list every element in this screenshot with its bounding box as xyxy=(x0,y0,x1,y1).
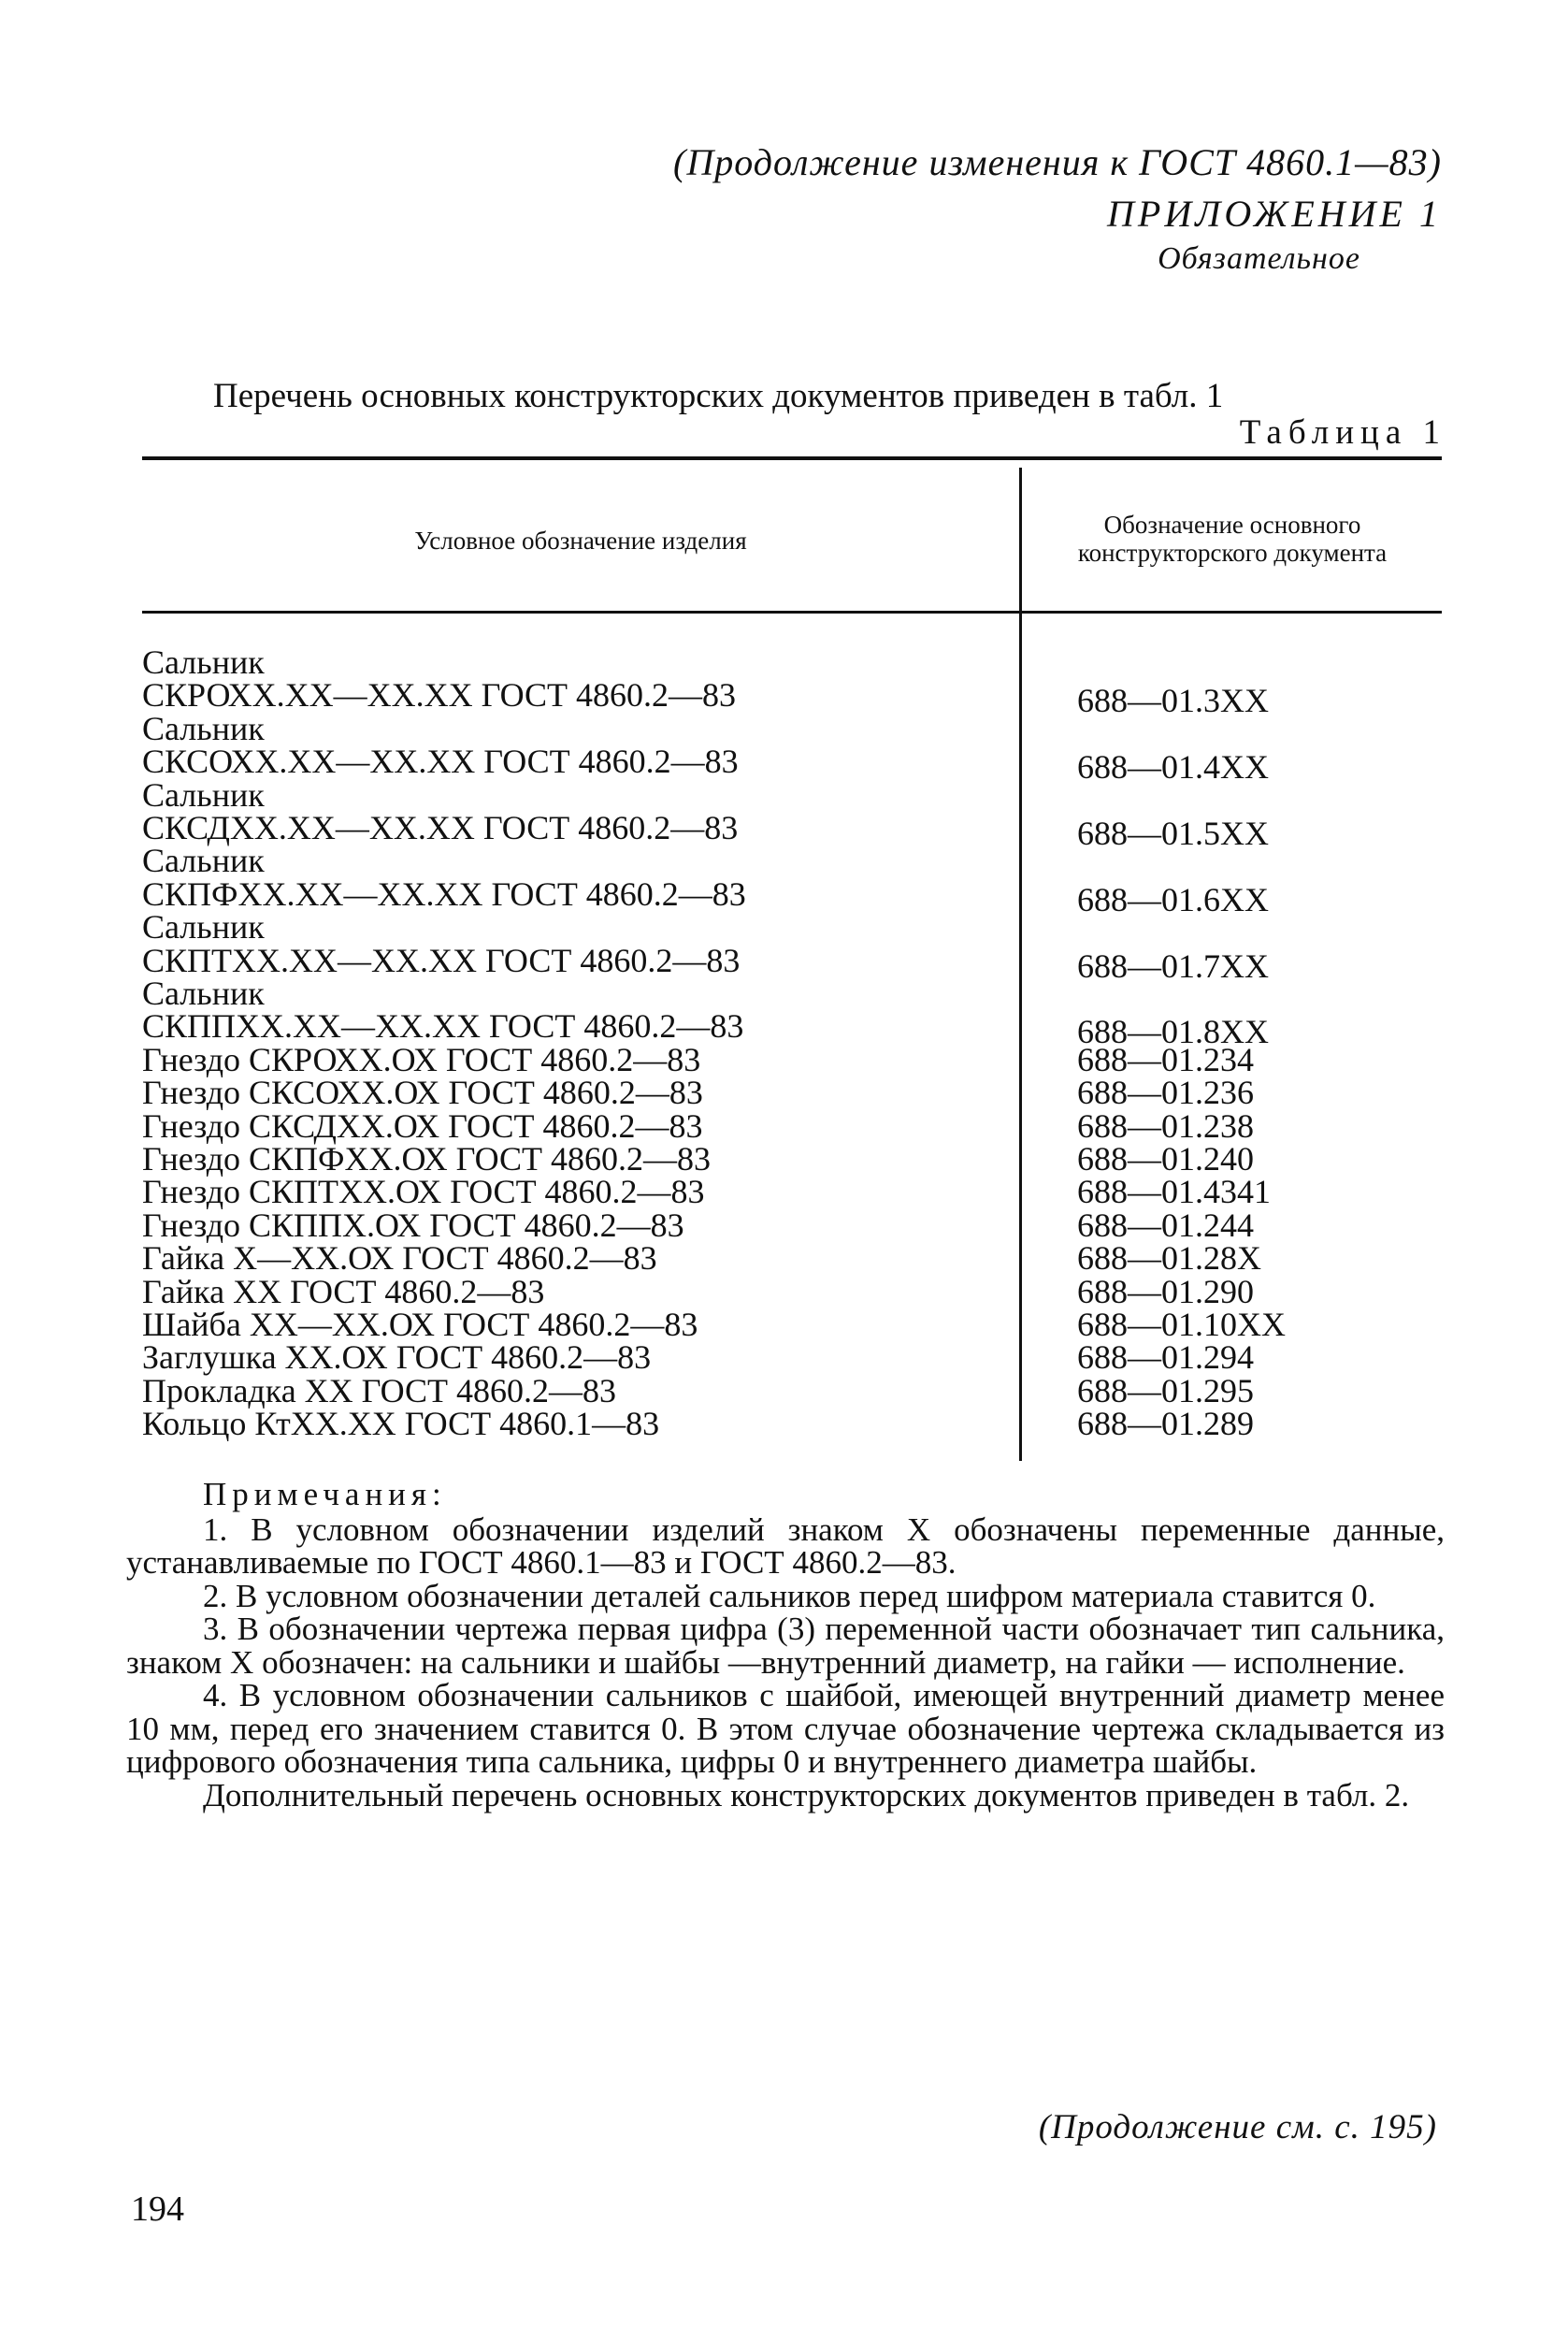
appendix-status: Обязательное xyxy=(1158,241,1360,276)
product-designation: СКППХХ.ХХ—ХХ.ХХ ГОСТ 4860.2—83 xyxy=(142,1007,744,1046)
product-designation: СКРОХХ.ХХ—ХХ.ХХ ГОСТ 4860.2—83 xyxy=(142,676,737,715)
document-code: 688—01.294 xyxy=(1077,1338,1254,1377)
appendix-title: ПРИЛОЖЕНИЕ 1 xyxy=(1107,193,1442,235)
document-code: 688—01.236 xyxy=(1077,1074,1254,1112)
product-designation: Гнездо СКПФХХ.ОХ ГОСТ 4860.2—83 xyxy=(142,1140,712,1178)
document-code: 688—01.238 xyxy=(1077,1106,1254,1145)
note-item: 2. В условном обозначении деталей сальников перед шифром материала ставится 0. xyxy=(203,1577,1376,1614)
continuation-footer: (Продолжение см. с. 195) xyxy=(1038,2108,1437,2146)
product-designation: Гнездо СКРОХХ.ОХ ГОСТ 4860.2—83 xyxy=(142,1040,701,1078)
table-header-document: Обозначение основного конструкторского документа xyxy=(1077,511,1388,567)
product-type: Сальник xyxy=(142,842,265,880)
product-designation: Прокладка ХХ ГОСТ 4860.2—83 xyxy=(142,1371,617,1409)
page-number: 194 xyxy=(131,2189,184,2229)
document-code: 688—01.289 xyxy=(1077,1405,1254,1443)
additional-note: Дополнительный перечень основных конструкторских документов приведен в табл. 2. xyxy=(203,1776,1410,1814)
product-designation: Гнездо СКППХ.ОХ ГОСТ 4860.2—83 xyxy=(142,1206,684,1244)
product-designation: Гайка Х—ХХ.ОХ ГОСТ 4860.2—83 xyxy=(142,1239,657,1278)
document-code: 688—01.295 xyxy=(1077,1371,1254,1409)
document-code: 688—01.7ХХ xyxy=(1077,947,1269,985)
document-code: 688—01.5ХХ xyxy=(1077,815,1269,852)
product-designation: Гайка ХХ ГОСТ 4860.2—83 xyxy=(142,1272,545,1310)
note-item: 4. В условном обозначении сальников с шайбой, имеющей внутренний диаметр менее 10 мм, перед его значением ставится 0. В этом случае обозначение чертежа складывается из цифрового обозначения типа сальника, цифры 0 и внутреннего диаметра шайбы. xyxy=(126,1677,1445,1780)
table-top-rule xyxy=(142,456,1442,460)
product-type: Сальник xyxy=(142,775,265,814)
product-designation: СКСОХХ.ХХ—ХХ.ХХ ГОСТ 4860.2—83 xyxy=(142,743,739,781)
document-code: 688—01.4ХХ xyxy=(1077,748,1269,787)
note-item: 3. В обозначении чертежа первая цифра (3) переменной части обозначает тип сальника, знаком Х обозначен: на сальники и шайбы —внутренний диаметр, на гайки — исполнение. xyxy=(126,1611,1445,1681)
document-code: 688—01.234 xyxy=(1077,1040,1254,1078)
product-designation: Гнездо СКСОХХ.ОХ ГОСТ 4860.2—83 xyxy=(142,1074,703,1112)
product-designation: Гнездо СКСДХХ.ОХ ГОСТ 4860.2—83 xyxy=(142,1106,703,1145)
product-type: Сальник xyxy=(142,975,265,1012)
product-designation: Кольцо КтХХ.ХХ ГОСТ 4860.1—83 xyxy=(142,1405,660,1443)
continuation-header: (Продолжение изменения к ГОСТ 4860.1—83) xyxy=(673,141,1442,183)
product-type: Сальник xyxy=(142,643,265,681)
document-code: 688—01.28Х xyxy=(1077,1239,1261,1278)
table-column-divider xyxy=(1019,468,1022,1461)
document-code: 688—01.290 xyxy=(1077,1272,1254,1310)
document-code: 688—01.8ХХ xyxy=(1077,1013,1269,1051)
product-type: Сальник xyxy=(142,908,265,947)
document-code: 688—01.10ХХ xyxy=(1077,1306,1286,1343)
product-designation: Гнездо СКПТХХ.ОХ ГОСТ 4860.2—83 xyxy=(142,1173,705,1211)
note-item: 1. В условном обозначении изделий знаком Х обозначены переменные данные, устанавливаемые по ГОСТ 4860.1—83 и ГОСТ 4860.2—83. xyxy=(126,1510,1445,1581)
product-designation: СКПФХХ.ХХ—ХХ.ХХ ГОСТ 4860.2—83 xyxy=(142,874,746,913)
product-designation: СКПТХХ.ХХ—ХХ.ХХ ГОСТ 4860.2—83 xyxy=(142,941,741,979)
product-type: Сальник xyxy=(142,709,265,747)
table-header-product: Условное обозначение изделия xyxy=(414,527,747,555)
notes-section xyxy=(126,1478,1445,1812)
table-header-rule xyxy=(142,611,1442,614)
product-designation: Заглушка ХХ.ОХ ГОСТ 4860.2—83 xyxy=(142,1338,652,1377)
document-code: 688—01.6ХХ xyxy=(1077,880,1269,918)
document-code: 688—01.240 xyxy=(1077,1140,1254,1178)
document-code: 688—01.3ХХ xyxy=(1077,682,1269,720)
product-designation: СКСДХХ.ХХ—ХХ.ХХ ГОСТ 4860.2—83 xyxy=(142,809,739,846)
document-code: 688—01.244 xyxy=(1077,1206,1254,1244)
document-code: 688—01.4341 xyxy=(1077,1173,1271,1211)
product-designation: Шайба ХХ—ХХ.ОХ ГОСТ 4860.2—83 xyxy=(142,1306,698,1343)
notes-title: Примечания: xyxy=(203,1476,447,1512)
table-caption: Таблица 1 xyxy=(1239,413,1446,452)
intro-text: Перечень основных конструкторских документов приведен в табл. 1 xyxy=(213,377,1224,415)
